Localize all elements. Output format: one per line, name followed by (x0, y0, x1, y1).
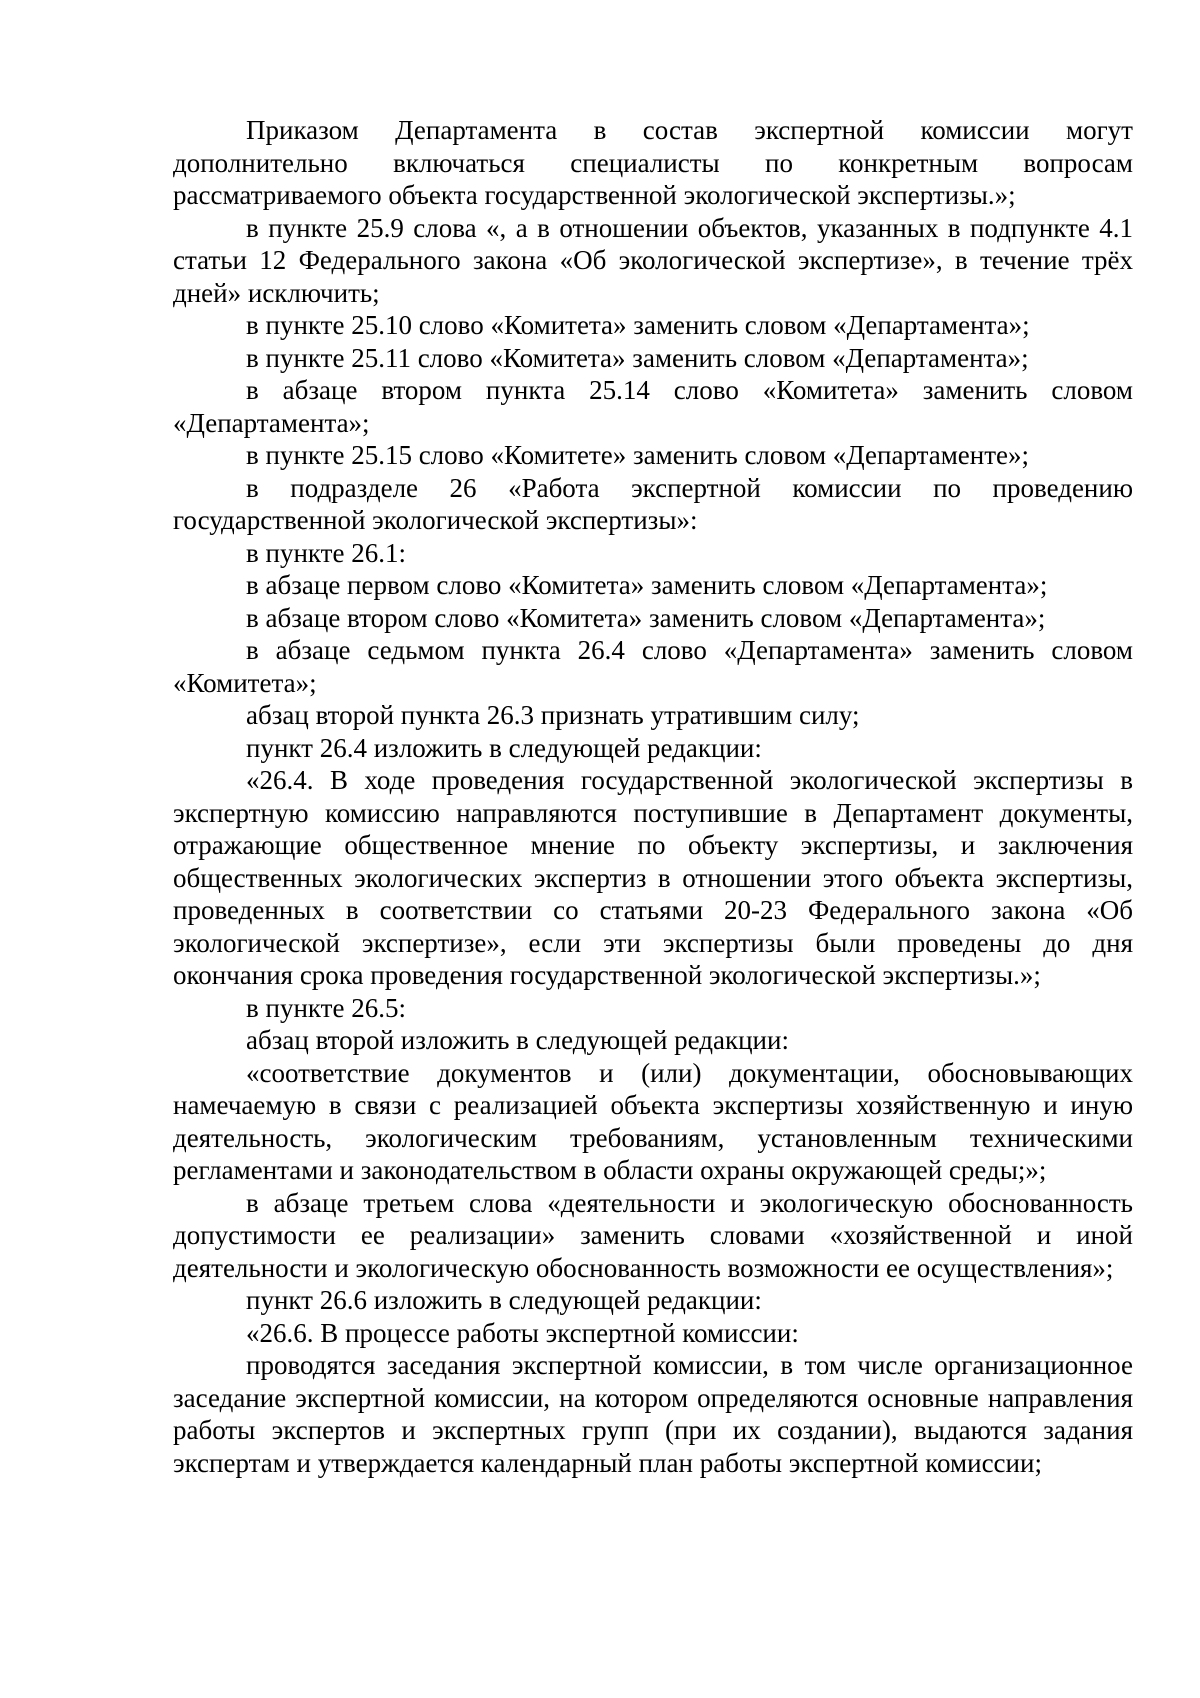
paragraph-6: в пункте 25.15 слово «Комитете» заменить словом «Департаменте»; (246, 440, 1030, 470)
paragraph-14: «26.4. В ходе проведения государственной экологической экспертизы в экспертную комиссию направляются поступившие в Департамент документы, отражающие общественное мнение по объекту экспертизы, и заключения общественных экологических экспертиз в отношении этого объекта экспертизы, проведенных в соответствии со статьями 20-23 Федерального закона «Об экологической экспертизе», если эти экспертизы были проведены до дня окончания срока проведения государственной экологической экспертизы.»; (173, 765, 1133, 990)
paragraph-4: в пункте 25.11 слово «Комитета» заменить словом «Департамента»; (246, 342, 1029, 373)
paragraph-15: в пункте 26.5: (246, 992, 406, 1023)
paragraph-1: Приказом Департамента в состав экспертной комиссии могут дополнительно включаться специалисты по конкретным вопросам рассматриваемого объекта государственной экологической экспертизы.»; (173, 115, 1133, 210)
paragraph-20: «26.6. В процессе работы экспертной комиссии: (246, 1317, 799, 1348)
paragraph-18: в абзаце третьем слова «деятельности и экологическую обоснованность допустимости ее реализации» заменить словами «хозяйственной и иной деятельности и экологическую обоснованность возможности ее осуществления»; (173, 1187, 1133, 1283)
paragraph-7: в подразделе 26 «Работа экспертной комиссии по проведению государственной экологической экспертизы»: (173, 472, 1133, 535)
paragraph-17: «соответствие документов и (или) документации, обосновывающих намечаемую в связи с реализацией объекта экспертизы хозяйственную и иную деятельность, экологическим требованиям, установленным техническими регламентами и законодательством в области охраны окружающей среды;»; (173, 1057, 1133, 1185)
document-page (173, 114, 1133, 1479)
paragraph-9: в абзаце первом слово «Комитета» заменить словом «Департамента»; (246, 570, 1048, 600)
paragraph-21: проводятся заседания экспертной комиссии, в том числе организационное заседание экспертной комиссии, на котором определяются основные направления работы экспертов и экспертных групп (при их создании), выдаются задания экспертам и утверждается календарный план работы экспертной комиссии; (173, 1350, 1133, 1478)
paragraph-19: пункт 26.6 изложить в следующей редакции: (246, 1285, 762, 1315)
paragraph-3: в пункте 25.10 слово «Комитета» заменить словом «Департамента»; (246, 310, 1030, 340)
paragraph-11: в абзаце седьмом пункта 26.4 слово «Департамента» заменить словом «Комитета»; (173, 635, 1133, 698)
paragraph-12: абзац второй пункта 26.3 признать утратившим силу; (246, 700, 860, 730)
paragraph-5: в абзаце втором пункта 25.14 слово «Комитета» заменить словом «Департамента»; (173, 375, 1133, 438)
paragraph-10: в абзаце втором слово «Комитета» заменить словом «Департамента»; (246, 602, 1046, 633)
paragraph-8: в пункте 26.1: (246, 537, 406, 568)
paragraph-13: пункт 26.4 изложить в следующей редакции: (246, 732, 762, 763)
paragraph-2: в пункте 25.9 слова «, а в отношении объектов, указанных в подпункте 4.1 статьи 12 Федерального закона «Об экологической экспертизе», в течение трёх дней» исключить; (173, 212, 1133, 308)
paragraph-16: абзац второй изложить в следующей редакции: (246, 1025, 789, 1055)
